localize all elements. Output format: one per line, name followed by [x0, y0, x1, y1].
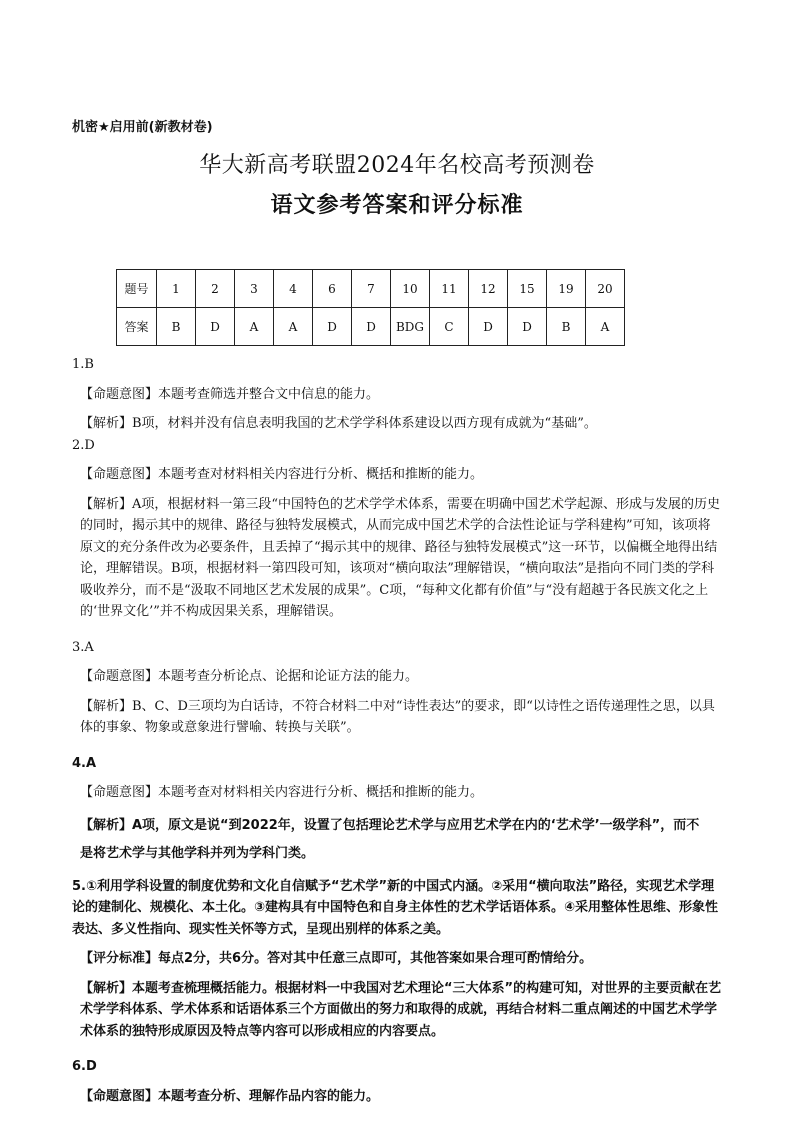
table-cell: D: [352, 308, 391, 346]
table-cell: A: [235, 308, 274, 346]
table-cell: 1: [157, 270, 196, 308]
table-cell: 3: [235, 270, 274, 308]
table-header-number: 题号: [117, 270, 157, 308]
answer-table: [116, 269, 625, 346]
question-number: 4.A: [72, 755, 97, 771]
table-cell: A: [274, 308, 313, 346]
scoring-standard: 【评分标准】每点2分，共6分。答对其中任意三点即可，其他答案如果合理可酌情给分。: [80, 951, 593, 966]
question-number: 1.B: [72, 357, 94, 372]
table-cell: 10: [391, 270, 430, 308]
question-analysis-continued: 是将艺术学与其他学科并列为学科门类。: [80, 845, 315, 861]
question-intent: 【命题意图】本题考查对材料相关内容进行分析、概括和推断的能力。: [80, 467, 484, 482]
table-cell: 2: [196, 270, 235, 308]
question-analysis: 【解析】B、C、D三项均为白话诗，不符合材料二中对“诗性表达”的要求，即“以诗性之语传递理性之思，以具体的事象、物象或意象进行譬喻、转换与关联”。: [80, 698, 715, 735]
question-number: 6.D: [72, 1059, 97, 1074]
table-cell: 15: [508, 270, 547, 308]
question-analysis: 【解析】A项，根据材料一第三段“中国特色的艺术学学术体系，需要在明确中国艺术学起源、形成与发展的历史的同时，揭示其中的规律、路径与独特发展模式，从而完成中国艺术学的合法性论证与学科建构”可知，该项将原文的充分条件改为必要条件，且丢掉了“揭示其中的规律、路径与独特发展模式”这一环节，以偏概全地得出结论，理解错误。B项，根据材料一第四段可知，该项对“横向取法”理解错误，“横向取法”是指向不同门类的学科吸收养分，而不是“汲取不同地区艺术发展的成果”。C项，“每种文化都有价值”与“没有超越于各民族文化之上的‘世界文化’”并不构成因果关系，理解错误。: [80, 496, 721, 619]
table-cell: D: [469, 308, 508, 346]
table-cell: 12: [469, 270, 508, 308]
table-cell: B: [547, 308, 586, 346]
question-number: 5.: [72, 878, 86, 894]
table-cell: D: [508, 308, 547, 346]
question-intent: 【命题意图】本题考查对材料相关内容进行分析、概括和推断的能力。: [80, 785, 484, 800]
confidential-label: 机密★启用前(新教材卷): [72, 120, 213, 135]
table-cell: B: [157, 308, 196, 346]
question-analysis: 【解析】A项，原文是说“到2022年，设置了包括理论艺术学与应用艺术学在内的‘艺术学’一级学科”，而不: [80, 817, 700, 833]
table-cell: C: [430, 308, 469, 346]
table-cell: D: [196, 308, 235, 346]
answer-explanations: [72, 354, 722, 1107]
table-cell: D: [313, 308, 352, 346]
table-cell: A: [586, 308, 625, 346]
table-cell: 20: [586, 270, 625, 308]
table-cell: 6: [313, 270, 352, 308]
question-analysis: 【解析】B项，材料并没有信息表明我国的艺术学学科体系建设以西方现有成就为“基础”。: [80, 416, 597, 431]
question-analysis: 【解析】本题考查梳理概括能力。根据材料一中我国对艺术理论“三大体系”的构建可知，对世界的主要贡献在艺术学学科体系、学术体系和话语体系三个方面做出的努力和取得的成就，再结合材料二重点阐述的中国艺术学学术体系的独特形成原因及特点等内容可以形成相应的内容要点。: [80, 980, 722, 1039]
table-cell: 4: [274, 270, 313, 308]
document-subtitle: 语文参考答案和评分标准: [270, 193, 524, 218]
question-number: 2.D: [72, 437, 95, 453]
question-5-answer: [72, 876, 722, 941]
table-cell: 19: [547, 270, 586, 308]
table-cell: 7: [352, 270, 391, 308]
document-title: 华大新高考联盟2024年名校高考预测卷: [199, 153, 595, 178]
question-intent: 【命题意图】本题考查分析、理解作品内容的能力。: [80, 1088, 380, 1104]
table-cell: BDG: [391, 308, 430, 346]
answer-table-answer-row: [117, 308, 625, 346]
table-header-answer: 答案: [117, 308, 157, 346]
question-intent: 【命题意图】本题考查分析论点、论据和论证方法的能力。: [80, 669, 419, 684]
question-number: 3.A: [72, 639, 94, 655]
table-cell: 11: [430, 270, 469, 308]
question-answer: ①利用学科设置的制度优势和文化自信赋予“艺术学”新的中国式内涵。②采用“横向取法”路径，实现艺术学理论的建制化、规模化、本土化。③建构具有中国特色和自身主体性的艺术学话语体系。④采用整体性思维、形象性表达、多义性指向、现实性关怀等方式，呈现出别样的体系之美。: [72, 878, 719, 937]
answer-table-number-row: [117, 270, 625, 308]
question-intent: 【命题意图】本题考查筛选并整合文中信息的能力。: [80, 386, 380, 402]
